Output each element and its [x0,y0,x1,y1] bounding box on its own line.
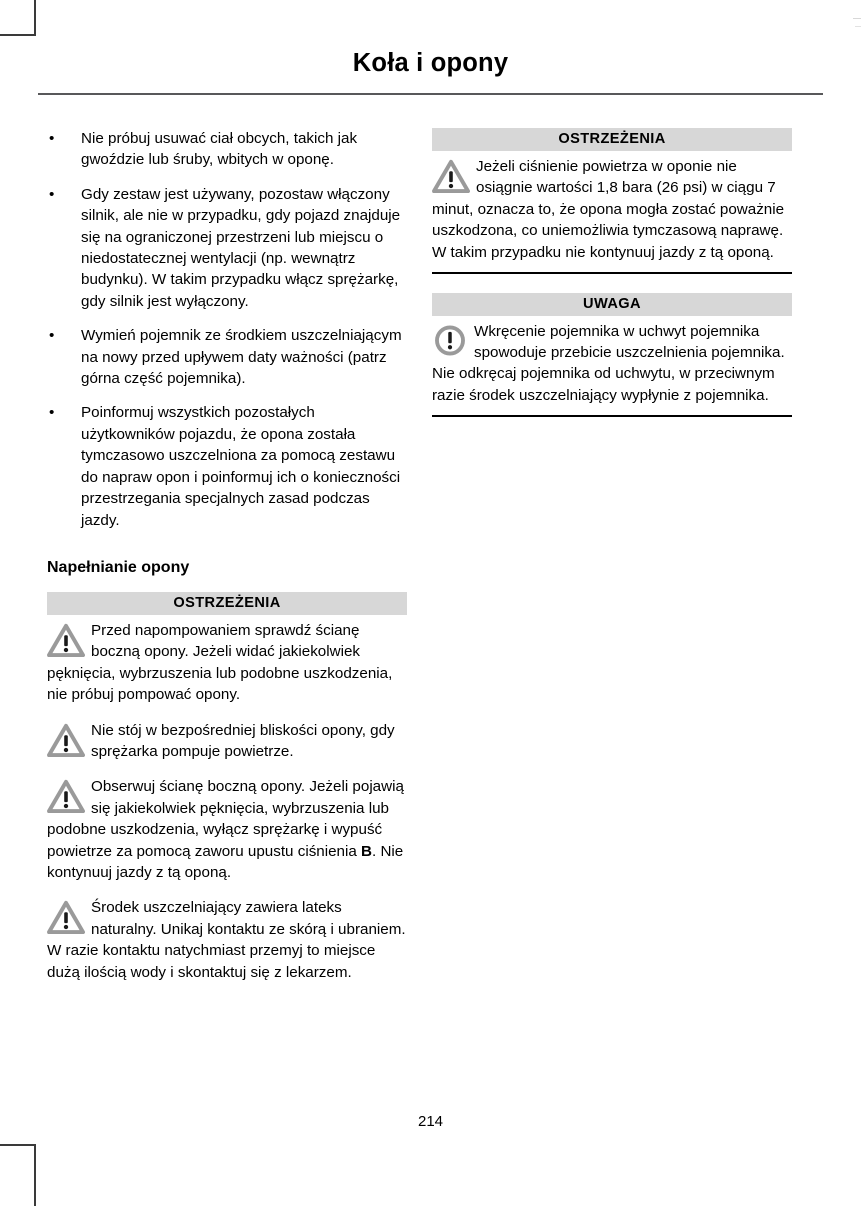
warning-item [47,776,407,883]
note-body [432,316,792,407]
list-item-text: Poinformuj wszystkich pozostałych użytkowników pojazdu, że opona została tymczasowo uszczelniona za pomocą zestawu do napraw opon i poinformuj ich o konieczności przestrzegania specjalnych zasad podczas jazdy. [81,404,401,529]
warning-block-right [432,128,792,274]
list-item [47,184,407,312]
warning-bar-label: OSTRZEŻENIA [47,592,407,615]
note-block-right [432,293,792,417]
crop-mark-bottom-left [0,1144,36,1206]
block-spacer [432,274,792,293]
list-item [47,128,407,171]
note-circle-icon [432,324,468,357]
warning-triangle-icon [47,723,85,757]
list-item-text: Wymień pojemnik ze środkiem uszczelniającym na nowy przed upływem daty ważności (patrz górna część pojemnika). [81,327,402,388]
right-column [432,128,792,417]
warning-triangle-icon [432,159,470,193]
warning-bar-label: OSTRZEŻENIA [432,128,792,151]
warning-block-left [47,592,407,983]
page-title: Koła i opony [352,49,509,77]
list-item-text: Nie próbuj usuwać ciał obcych, takich jak gwoździe lub śruby, wbitych w oponę. [81,130,358,169]
warning-item-text: Środek uszczelniający zawiera lateks naturalny. Unikaj kontaktu ze skórą i ubraniem. W razie kontaktu natychmiast przemyj to miejsce dużą ilością wody i skontaktuj się z lekarzem. [47,899,406,981]
bullet-marker: • [49,185,55,203]
note-text: Wkręcenie pojemnika w uchwyt pojemnika spowoduje przebicie uszczelnienia pojemnika. Nie odkręcaj pojemnika od uchwytu, w przeciwnym razie środek uszczelniający wypłynie z pojemnika. [432,322,785,404]
list-item [47,325,407,389]
safety-bullet-list [47,128,407,531]
bullet-marker: • [49,130,55,147]
warning-item [47,897,407,983]
bullet-marker: • [49,404,55,422]
header-divider [38,93,823,95]
warning-item-text: Przed napompowaniem sprawdź ścianę boczną opony. Jeżeli widać jakiekolwiek pęknięcia, wybrzuszenia lub podobne uszkodzenia, nie próbuj pompować opony. [47,621,393,704]
warning-triangle-icon [47,623,85,657]
warning-item [47,720,407,763]
crop-mark-right-upper [853,18,861,20]
warning-text: Jeżeli ciśnienie powietrza w oponie nie osiągnie wartości 1,8 bara (26 psi) w ciągu 7 minut, oznacza to, że opona mogła zostać poważnie uszkodzona, co uniemożliwia tymczasową naprawę. W takim przypadku nie kontynuuj jazdy z tą oponą. [432,158,785,261]
list-item-text: Gdy zestaw jest używany, pozostaw włączony silnik, ale nie w przypadku, gdy pojazd znajduje się na ograniczonej przestrzeni lub miejscu o niedostatecznej wentylacji (np. wewnątrz budynku). W takim przypadku włącz sprężarkę, gdy silnik jest wyłączony. [81,185,401,310]
left-column [47,128,407,983]
crop-mark-top-left [0,0,36,36]
page-number: 214 [417,1113,444,1130]
warning-item-text: Nie stój w bezpośredniej bliskości opony, gdy sprężarka pompuje powietrze. [91,721,395,760]
warning-body [432,151,792,263]
warning-item [47,620,407,706]
warning-item-text: Obserwuj ścianę boczną opony. Jeżeli pojawią się jakiekolwiek pęknięcia, wybrzuszenia lub podobne uszkodzenia, wyłącz sprężarkę i wypuść powietrze za pomocą zaworu upustu ciśnienia B. Nie kontynuuj jazdy z tą oponą. [47,778,404,881]
crop-mark-right-lower [855,26,861,28]
warning-triangle-icon [47,779,85,813]
note-bar-label: UWAGA [432,293,792,316]
section-heading-tyre-inflation: Napełnianie opony [47,558,190,576]
note-block-divider [432,415,792,417]
warning-triangle-icon [47,900,85,934]
page-header [0,48,861,78]
warning-body [47,615,407,983]
list-item [47,402,407,530]
bullet-marker: • [49,327,55,345]
